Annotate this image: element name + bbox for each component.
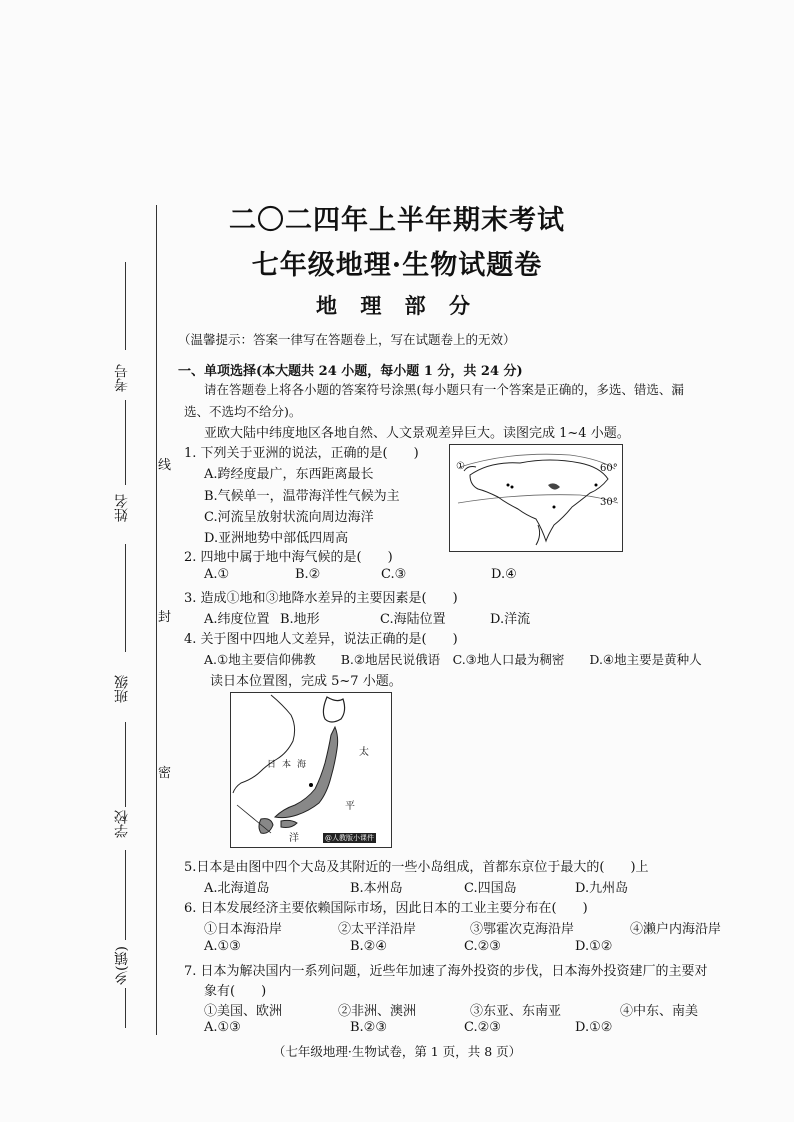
q4-options: A.①地主要信仰佛教 B.②地居民说俄语 C.③地人口最为稠密 D.④地主要是黄种人	[204, 652, 702, 667]
q3-option-b: B.地形	[280, 612, 320, 627]
q5-option-a: A.北海道岛	[204, 881, 270, 896]
q3-option-c: C.海陆位置	[380, 612, 446, 627]
pacific-label-1: 太	[359, 747, 369, 758]
exam-subtitle: 七年级地理·生物试题卷	[251, 250, 543, 281]
q7-choice-2: ②非洲、澳洲	[338, 1004, 417, 1019]
question-6: 6. 日本发展经济主要依赖国际市场，因此日本的工业主要分布在( )	[184, 901, 588, 916]
q1-option-c: C.河流呈放射状流向周边海洋	[204, 510, 374, 525]
q6-option-d: D.①②	[575, 939, 613, 954]
blank-line	[125, 400, 126, 485]
label-class: 班级	[114, 675, 130, 703]
q7-option-c: C.②③	[464, 1020, 501, 1035]
label-township: 乡(镇)	[114, 946, 130, 985]
q1-option-a: A.跨经度最广，东西距离最长	[204, 467, 374, 482]
intro-line: 亚欧大陆中纬度地区各地自然、人文景观差异巨大。读图完成 1~4 小题。	[204, 426, 630, 441]
q7-option-d: D.①②	[575, 1020, 613, 1035]
question-5: 5.日本是由图中四个大岛及其附近的一些小岛组成，首都东京位于最大的( )上	[184, 860, 649, 875]
map-credit: @人教版小课件	[325, 834, 374, 842]
q2-option-d: D.④	[491, 567, 517, 582]
q6-choice-3: ③鄂霍次克海沿岸	[470, 922, 575, 937]
map-mark-1: ①	[456, 461, 465, 472]
q2-option-b: B.②	[295, 567, 321, 582]
question-7-cont: 象有( )	[204, 984, 267, 999]
blank-line	[125, 722, 126, 807]
label-school: 学校	[114, 810, 130, 838]
q3-option-a: A.纬度位置	[204, 612, 270, 627]
q2-option-a: A.①	[204, 567, 230, 582]
binding-line	[156, 205, 157, 1035]
blank-line	[125, 988, 126, 1028]
q5-option-c: C.四国岛	[464, 881, 517, 896]
blank-line	[125, 850, 126, 940]
pacific-label-3: 洋	[289, 833, 299, 844]
warm-tip: （温馨提示：答案一律写在答题卷上，写在试题卷上的无效）	[178, 332, 516, 347]
seal-char-seal: 封	[158, 604, 171, 627]
q7-choice-4: ④中东、南美	[620, 1004, 699, 1019]
blank-line	[125, 262, 126, 350]
q6-choice-2: ②太平洋沿岸	[338, 922, 417, 937]
japan-map-drawing	[231, 693, 391, 847]
question-4: 4. 关于图中四地人文差异，说法正确的是( )	[184, 632, 458, 647]
japan-map	[230, 692, 392, 848]
question-7: 7. 日本为解决国内一系列问题，近些年加速了海外投资的步伐，日本海外投资建厂的主要对	[184, 964, 708, 979]
asia-map-drawing	[450, 445, 622, 551]
label-exam-number: 考号	[114, 364, 130, 392]
pacific-label-2: 平	[345, 801, 355, 812]
lat-30-label: 30°	[600, 497, 618, 508]
q7-option-b: B.②③	[350, 1020, 387, 1035]
section-heading: 一、单项选择(本大题共 24 小题，每小题 1 分，共 24 分)	[178, 364, 523, 379]
question-3: 3. 造成①地和③地降水差异的主要因素是( )	[184, 591, 458, 606]
instruction-line: 请在答题卷上将各小题的答案符号涂黑(每小题只有一个答案是正确的，多选、错选、漏	[204, 382, 684, 397]
sea-of-japan-label: 日本海	[267, 760, 313, 770]
q6-choice-1: ①日本海沿岸	[204, 922, 283, 937]
q1-option-b: B.气候单一，温带海洋性气候为主	[204, 489, 400, 504]
lat-60-label: 60°	[600, 463, 618, 474]
q6-option-b: B.②④	[350, 939, 387, 954]
instruction-line: 选、不选均不给分)。	[184, 404, 302, 419]
exam-title: 二〇二四年上半年期末考试	[229, 205, 565, 236]
q6-choice-4: ④濑户内海沿岸	[630, 922, 722, 937]
q6-option-a: A.①③	[204, 939, 241, 954]
q6-option-c: C.②③	[464, 939, 501, 954]
page-footer: （七年级地理·生物试卷，第 1 页，共 8 页）	[272, 1044, 522, 1059]
blank-line	[125, 544, 126, 652]
intro-line: 读日本位置图，完成 5~7 小题。	[210, 674, 402, 689]
q7-choice-3: ③东亚、东南亚	[470, 1004, 562, 1019]
q2-option-c: C.③	[381, 567, 407, 582]
q5-option-d: D.九州岛	[575, 881, 629, 896]
section-title: 地 理 部 分	[316, 293, 478, 318]
question-2: 2. 四地中属于地中海气候的是( )	[184, 550, 393, 565]
q3-option-d: D.洋流	[490, 612, 531, 627]
q1-option-d: D.亚洲地势中部低四周高	[204, 531, 349, 546]
label-name: 姓名	[114, 494, 130, 522]
asia-map	[449, 444, 623, 552]
q5-option-b: B.本州岛	[350, 881, 403, 896]
seal-char-line: 线	[158, 452, 171, 475]
seal-char-secret: 密	[158, 760, 171, 783]
q7-option-a: A.①③	[204, 1020, 241, 1035]
question-1: 1. 下列关于亚洲的说法，正确的是( )	[184, 446, 419, 461]
q7-choice-1: ①美国、欧洲	[204, 1004, 283, 1019]
